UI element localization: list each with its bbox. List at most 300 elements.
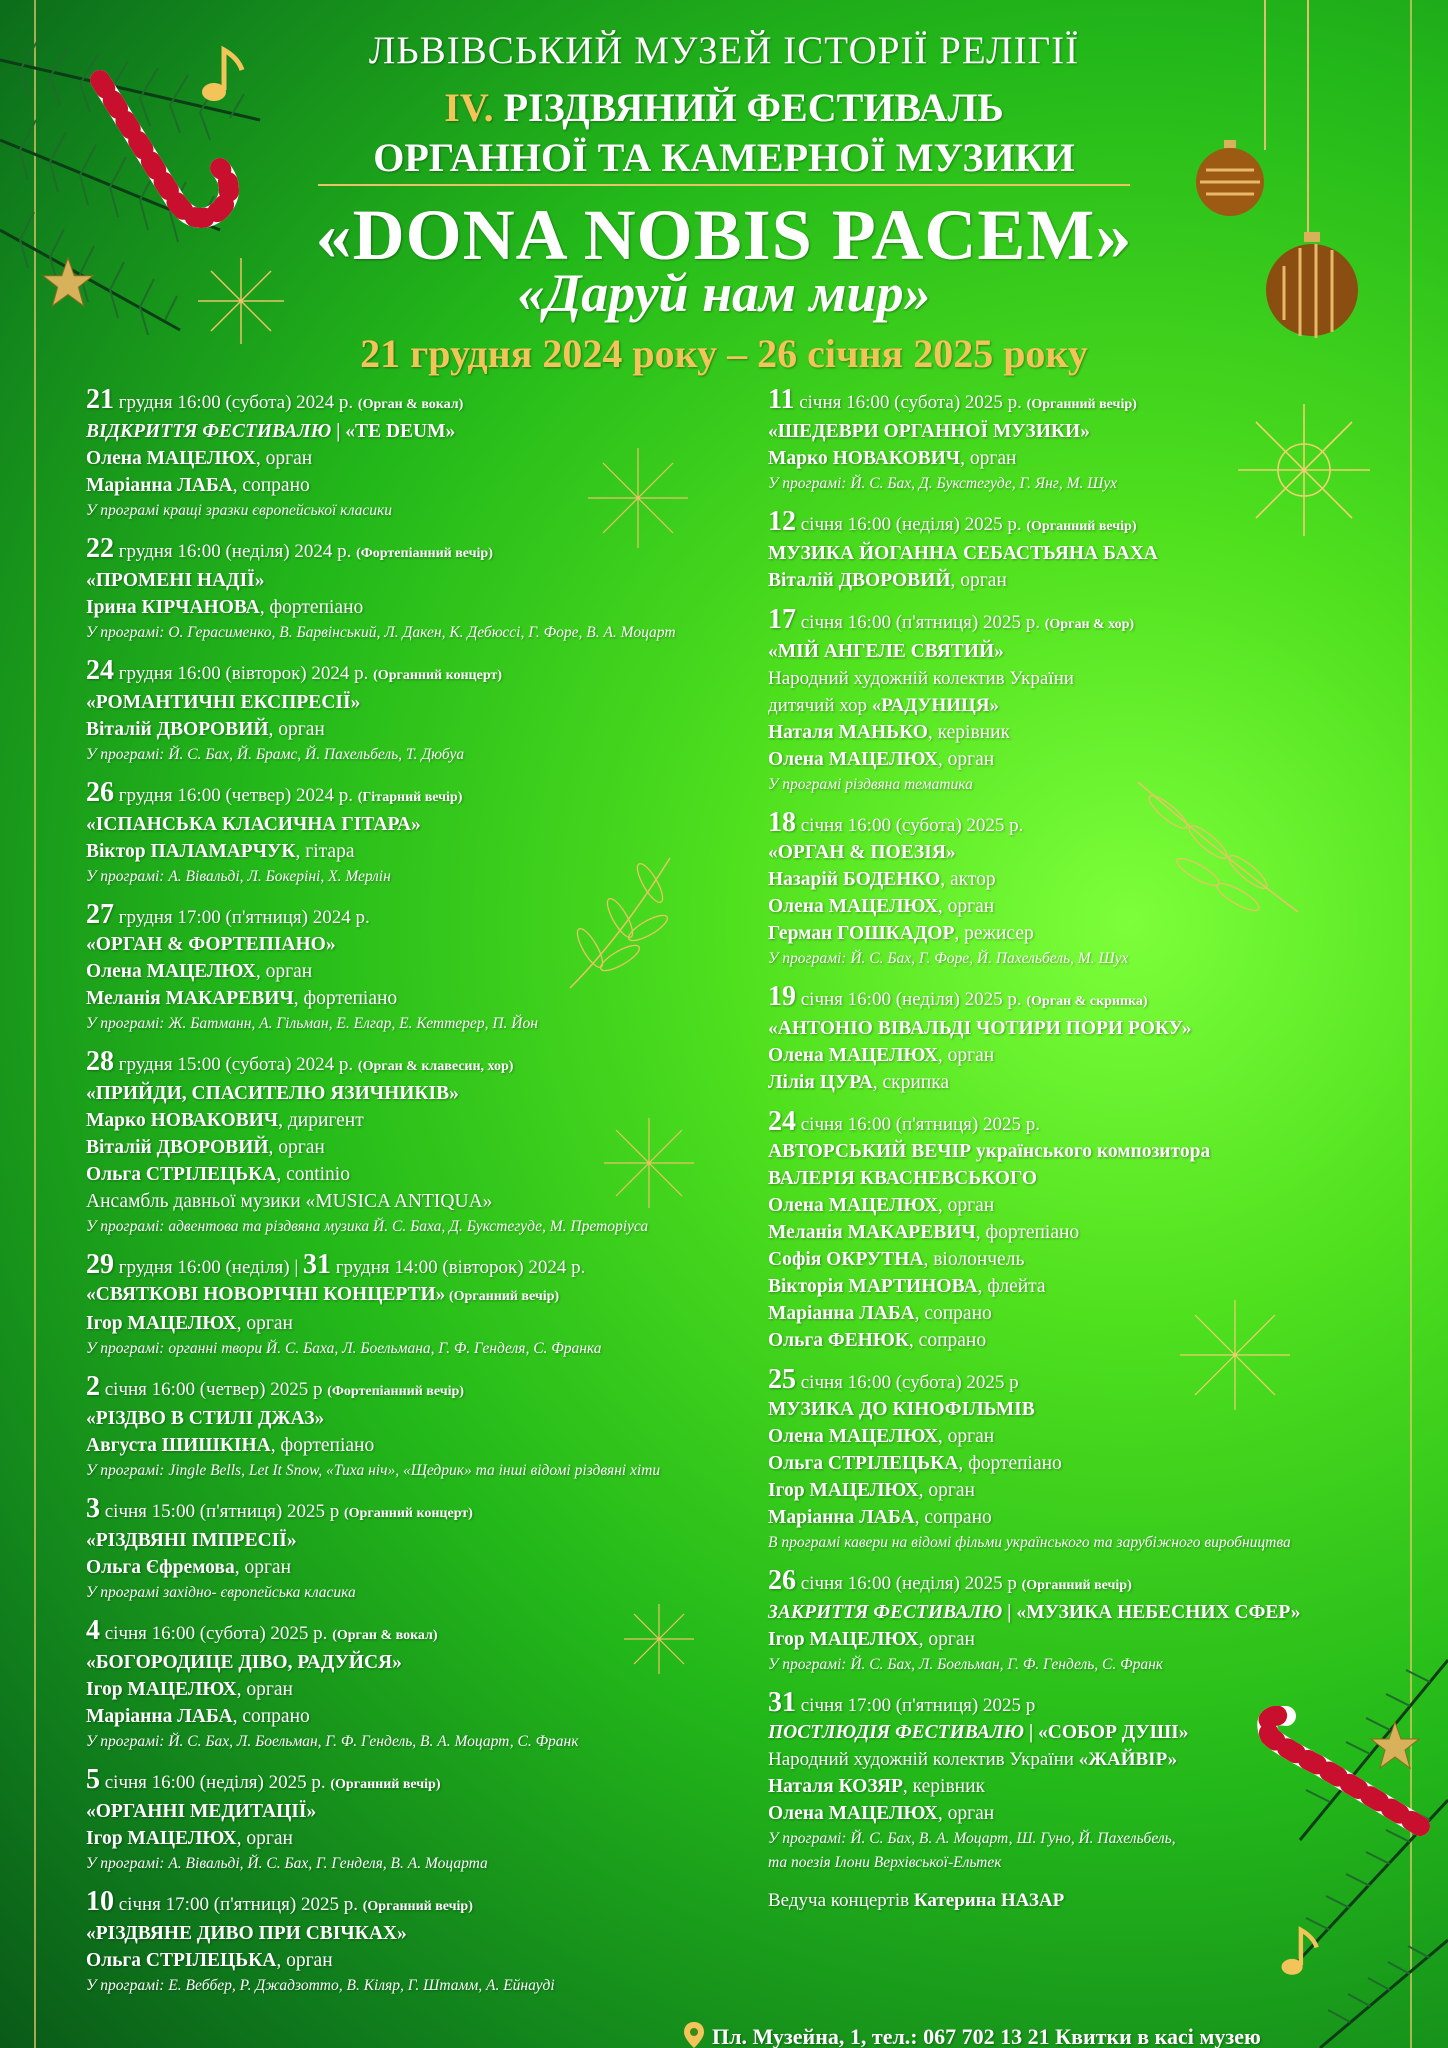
event-date: січня 16:00 (неділя) 2025 р bbox=[796, 1573, 1022, 1594]
event-date: січня 16:00 (неділя) 2025 р. bbox=[796, 989, 1027, 1010]
event-title bbox=[768, 839, 1368, 866]
event-ensemble: Ансамбль давньої музики «MUSICA ANTIQUA» bbox=[86, 1191, 493, 1212]
event-program: У програмі: Е. Веббер, Р. Джадзотто, В. Кіляр, Г. Штамм, А. Ейнауді bbox=[86, 1977, 555, 1994]
performer-name: Ольга ФЕНЮК bbox=[768, 1330, 909, 1351]
performer-role: , орган bbox=[276, 1950, 333, 1971]
performer-name: Ольга СТРІЛЕЦЬКА bbox=[768, 1453, 959, 1474]
performer bbox=[768, 1246, 1368, 1273]
event-date-line bbox=[86, 1373, 766, 1405]
event-type: (Орган & хор) bbox=[1044, 617, 1135, 632]
event-title bbox=[768, 1599, 1368, 1626]
performer-role: , орган bbox=[255, 961, 313, 982]
event-program: В програмі кавери на відомі фільми українського та зарубіжного виробництва bbox=[768, 1534, 1291, 1551]
performer-role: , орган bbox=[236, 1828, 293, 1849]
event-title-italic: ПОСТЛЮДІЯ ФЕСТИВАЛЮ bbox=[768, 1722, 1029, 1743]
event-date-line bbox=[86, 1495, 766, 1527]
event-date: грудня 16:00 (неділя) | bbox=[114, 1257, 303, 1278]
performer-role: , орган bbox=[937, 1803, 995, 1824]
performer-role: , сопрано bbox=[232, 475, 310, 496]
performer-name: Маріанна ЛАБА bbox=[86, 1706, 233, 1727]
event-date: січня 16:00 (субота) 2025 р. bbox=[794, 392, 1027, 413]
event-title-text: «ОРГАН & ФОРТЕПІАНО» bbox=[86, 934, 336, 955]
performer bbox=[768, 1273, 1368, 1300]
performer-role: , орган bbox=[960, 448, 1017, 469]
performer-name: Лілія ЦУРА bbox=[768, 1072, 873, 1093]
event-title-text: «РОМАНТИЧНІ ЕКСПРЕСІЇ» bbox=[86, 692, 361, 713]
event-date: січня 17:00 (п'ятниця) 2025 р bbox=[796, 1695, 1036, 1716]
performer-role: , орган bbox=[918, 1480, 975, 1501]
event-date: грудня 16:00 (неділя) 2024 р. bbox=[114, 541, 357, 562]
performer-role: , орган bbox=[255, 448, 313, 469]
event-type: (Органний вечір) bbox=[1021, 1578, 1132, 1593]
event-type: (Органний вечір) bbox=[330, 1777, 441, 1792]
event-title-text: АВТОРСЬКИЙ ВЕЧІР українського композитора bbox=[768, 1141, 1211, 1162]
performer-role: , орган bbox=[234, 1557, 292, 1578]
event-type: (Органний вечір) bbox=[1026, 519, 1137, 534]
performer-name: Віталій ДВОРОВИЙ bbox=[768, 570, 951, 591]
performer bbox=[86, 1161, 766, 1188]
event-block bbox=[768, 1108, 1368, 1354]
event-program: У програмі: Ж. Батманн, А. Гільман, Е. Елгар, Е. Кеттерер, П. Йон bbox=[86, 1015, 538, 1032]
event-date: грудня 16:00 (субота) 2024 р. bbox=[114, 392, 358, 413]
performer bbox=[768, 1192, 1368, 1219]
performer-name: Віталій ДВОРОВИЙ bbox=[86, 1137, 269, 1158]
event-date: січня 16:00 (неділя) 2025 р. bbox=[100, 1772, 331, 1793]
event-choir-name: «РАДУНИЦЯ» bbox=[871, 695, 999, 716]
event-type: (Фортепіанний вечір) bbox=[327, 1384, 464, 1399]
event-program: У програмі: Jingle Bells, Let It Snow, «Тиха ніч», «Щедрик» та інші відомі різдвяні хіти bbox=[86, 1462, 661, 1479]
event-program: У програмі: Й. С. Бах, Й. Брамс, Й. Пахельбель, Т. Дюбуа bbox=[86, 746, 465, 763]
event-title-text: | «СОБОР ДУШІ» bbox=[1028, 1722, 1189, 1743]
event-date-line bbox=[768, 983, 1368, 1015]
event-date-line bbox=[86, 1048, 766, 1080]
right-schedule-column bbox=[768, 386, 1368, 1914]
event-type: (Органний концерт) bbox=[344, 1506, 473, 1521]
festival-dates: 21 грудня 2024 року – 26 січня 2025 року bbox=[360, 331, 1088, 376]
performer-role: , орган bbox=[236, 1679, 293, 1700]
event-title bbox=[768, 540, 1368, 567]
event-title bbox=[86, 1080, 766, 1107]
event-title-text: «РІЗДВО В СТИЛІ ДЖАЗ» bbox=[86, 1408, 325, 1429]
performer-role: , актор bbox=[940, 869, 996, 890]
event-program: У програмі: О. Герасименко, В. Барвінський, Л. Дакен, К. Дебюссі, Г. Форе, В. А. Моцарт bbox=[86, 624, 676, 641]
performer-role: , орган bbox=[937, 749, 995, 770]
event-date: грудня 16:00 (вівторок) 2024 р. bbox=[114, 663, 374, 684]
performer-name: Меланія МАКАРЕВИЧ bbox=[86, 988, 294, 1009]
event-title bbox=[768, 418, 1368, 445]
footer-address: Пл. Музейна, 1, тел.: 067 702 13 21 Квитки в касі музею bbox=[712, 2024, 1261, 2048]
event-day: 4 bbox=[86, 1615, 100, 1646]
event-title bbox=[768, 1015, 1368, 1042]
event-block bbox=[768, 508, 1368, 594]
performer-role: , фортепіано bbox=[270, 1435, 375, 1456]
event-day: 17 bbox=[768, 604, 796, 635]
performer-name: Софія ОКРУТНА bbox=[768, 1249, 924, 1270]
performer bbox=[768, 1450, 1368, 1477]
event-program: У програмі: Й. С. Бах, Л. Боельман, Г. Ф. Гендель, С. Франк bbox=[768, 1656, 1164, 1673]
performer bbox=[86, 1134, 766, 1161]
performer-role: , орган bbox=[950, 570, 1007, 591]
performer-name: Марко НОВАКОВИЧ bbox=[86, 1110, 279, 1131]
event-title bbox=[86, 1649, 766, 1676]
event-title-line2: ВАЛЕРІЯ КВАСНЕВСЬКОГО bbox=[768, 1168, 1038, 1189]
performer bbox=[86, 1107, 766, 1134]
event-day: 31 bbox=[768, 1687, 796, 1718]
event-date-line bbox=[86, 1617, 766, 1649]
event-day: 26 bbox=[768, 1565, 796, 1596]
event-block bbox=[768, 1366, 1368, 1555]
event-day: 29 bbox=[86, 1249, 114, 1280]
event-block bbox=[768, 809, 1368, 971]
event-type: (Органний вечір) bbox=[362, 1899, 473, 1914]
event-day: 3 bbox=[86, 1493, 100, 1524]
performer-name: Ігор МАЦЕЛЮХ bbox=[86, 1679, 237, 1700]
event-title bbox=[86, 567, 766, 594]
performer bbox=[86, 445, 766, 472]
performer bbox=[86, 1703, 766, 1730]
performer-role: , скрипка bbox=[872, 1072, 950, 1093]
event-title-text: «ОРГАННІ МЕДИТАЦІЇ» bbox=[86, 1801, 317, 1822]
performer-role: , continio bbox=[276, 1164, 350, 1185]
event-date-line bbox=[768, 508, 1368, 540]
performer bbox=[768, 1504, 1368, 1531]
event-title-italic: ЗАКРИТТЯ ФЕСТИВАЛЮ bbox=[768, 1602, 1008, 1623]
event-program: У програмі: А. Вівальді, Л. Бокеріні, Х. Мерлін bbox=[86, 868, 391, 885]
performer-name: Герман ГОШКАДОР bbox=[768, 923, 955, 944]
event-choir-label: дитячий хор bbox=[768, 695, 872, 716]
event-block bbox=[86, 386, 766, 523]
event-program: У програмі: Й. С. Бах, Д. Букстегуде, Г. Янг, М. Шух bbox=[768, 475, 1117, 492]
event-type: (Орган & скрипка) bbox=[1026, 994, 1148, 1009]
event-title-text: «ПРОМЕНІ НАДІЇ» bbox=[86, 570, 265, 591]
festival-title-latin: «DONA NOBIS PACEM» bbox=[315, 195, 1133, 275]
event-type: (Гітарний вечір) bbox=[357, 790, 463, 805]
event-date: січня 15:00 (п'ятниця) 2025 р bbox=[100, 1501, 344, 1522]
performer-name: Ольга СТРІЛЕЦЬКА bbox=[86, 1950, 277, 1971]
event-date-line bbox=[86, 779, 766, 811]
event-date: січня 16:00 (п'ятниця) 2025 р. bbox=[796, 1114, 1040, 1135]
event-title-text: МУЗИКА ДО КІНОФІЛЬМІВ bbox=[768, 1399, 1035, 1420]
performer bbox=[768, 445, 1368, 472]
performer-name: Олена МАЦЕЛЮХ bbox=[768, 1195, 938, 1216]
event-date: січня 16:00 (четвер) 2025 р bbox=[100, 1379, 328, 1400]
performer-role: , сопрано bbox=[914, 1303, 992, 1324]
performer bbox=[768, 866, 1368, 893]
performer-role: , гітара bbox=[295, 841, 355, 862]
event-date-line bbox=[768, 386, 1368, 418]
performer bbox=[768, 1219, 1368, 1246]
performer-name: Меланія МАКАРЕВИЧ bbox=[768, 1222, 976, 1243]
performer-role: , режисер bbox=[954, 923, 1034, 944]
performer bbox=[768, 1773, 1368, 1800]
event-day: 11 bbox=[768, 384, 795, 415]
event-block bbox=[86, 535, 766, 645]
event-title-text: МУЗИКА ЙОГАННА СЕБАСТЬЯНА БАХА bbox=[768, 543, 1158, 564]
event-program: У програмі різдвяна тематика bbox=[768, 776, 973, 793]
event-block bbox=[86, 657, 766, 767]
host-line bbox=[768, 1887, 1368, 1914]
performer bbox=[86, 958, 766, 985]
event-type: (Органний вечір) bbox=[1026, 397, 1137, 412]
performer bbox=[86, 1310, 766, 1337]
star-icon bbox=[1370, 1720, 1420, 1770]
event-program: У програмі кращі зразки європейської класики bbox=[86, 502, 393, 519]
event-block bbox=[768, 1567, 1368, 1677]
event-title bbox=[768, 1138, 1368, 1165]
event-date: січня 17:00 (п'ятниця) 2025 р. bbox=[114, 1894, 363, 1915]
performer bbox=[86, 838, 766, 865]
performer bbox=[86, 1947, 766, 1974]
event-date-line bbox=[86, 535, 766, 567]
performer bbox=[768, 1800, 1368, 1827]
event-day: 27 bbox=[86, 899, 114, 930]
event-title-text: «МІЙ АНГЕЛЕ СВЯТИЙ» bbox=[768, 641, 1004, 662]
performer-role: , віолончель bbox=[923, 1249, 1025, 1270]
event-block bbox=[86, 1495, 766, 1605]
event-day: 10 bbox=[86, 1886, 114, 1917]
performer-name: Назарій БОДЕНКО bbox=[768, 869, 941, 890]
event-title bbox=[86, 1405, 766, 1432]
event-title-text: «АНТОНІО ВІВАЛЬДІ ЧОТИРИ ПОРИ РОКУ» bbox=[768, 1018, 1192, 1039]
event-date-line bbox=[768, 809, 1368, 839]
event-date: грудня 14:00 (вівторок) 2024 р. bbox=[330, 1257, 586, 1278]
event-block bbox=[86, 1766, 766, 1876]
event-block bbox=[86, 779, 766, 889]
event-date-line bbox=[768, 1567, 1368, 1599]
event-block bbox=[86, 1617, 766, 1754]
event-type: (Орган & вокал) bbox=[357, 397, 464, 412]
performer-name: Ігор МАЦЕЛЮХ bbox=[86, 1313, 237, 1334]
event-title bbox=[86, 931, 766, 958]
performer bbox=[86, 716, 766, 743]
event-title bbox=[86, 1281, 766, 1310]
performer-name: Олена МАЦЕЛЮХ bbox=[768, 1426, 938, 1447]
performer-role: , сопрано bbox=[908, 1330, 987, 1351]
performer-role: , орган bbox=[937, 1045, 995, 1066]
performer-name: Августа ШИШКІНА bbox=[86, 1435, 271, 1456]
event-title bbox=[86, 1920, 766, 1947]
performer-role: , фортепіано bbox=[975, 1222, 1080, 1243]
event-date: грудня 16:00 (четвер) 2024 р. bbox=[114, 785, 358, 806]
performer-name: Маріанна ЛАБА bbox=[768, 1303, 915, 1324]
event-block bbox=[768, 386, 1368, 496]
event-date-line bbox=[86, 386, 766, 418]
event-program: У програмі: Й. С. Бах, В. А. Моцарт, Ш. Гуно, Й. Пахельбель, bbox=[768, 1830, 1176, 1847]
host-label: Ведуча концертів bbox=[768, 1890, 914, 1911]
music-note-icon bbox=[1278, 1924, 1322, 1978]
performer-name: Олена МАЦЕЛЮХ bbox=[768, 896, 938, 917]
performer-name: Ігор МАЦЕЛЮХ bbox=[768, 1480, 919, 1501]
host-name: Катерина НАЗАР bbox=[913, 1890, 1065, 1911]
event-program: та поезія Ілони Верхівської-Ельтек bbox=[768, 1854, 1002, 1871]
performer bbox=[768, 1477, 1368, 1504]
performer-role: , флейта bbox=[977, 1276, 1046, 1297]
performer-role: , фортепіано bbox=[259, 597, 364, 618]
performer-name: Ольга Єфремова bbox=[86, 1557, 235, 1578]
event-date-line bbox=[86, 657, 766, 689]
event-type: (Органний вечір) bbox=[445, 1289, 560, 1304]
event-block bbox=[768, 1689, 1368, 1875]
event-date: січня 16:00 (неділя) 2025 р. bbox=[796, 514, 1027, 535]
event-block bbox=[86, 1373, 766, 1483]
event-type: (Фортепіанний вечір) bbox=[356, 546, 493, 561]
event-day: 31 bbox=[302, 1249, 331, 1280]
performer-name: Ігор МАЦЕЛЮХ bbox=[86, 1828, 237, 1849]
performer-role: , орган bbox=[918, 1629, 975, 1650]
event-note: Народний художній колектив України bbox=[768, 668, 1074, 689]
event-block bbox=[768, 606, 1368, 797]
header-underline bbox=[318, 184, 1130, 186]
event-day: 18 bbox=[768, 807, 796, 838]
event-type: (Орган & клавесин, хор) bbox=[357, 1059, 514, 1074]
performer bbox=[768, 1626, 1368, 1653]
event-date-line bbox=[768, 1366, 1368, 1396]
event-date: грудня 17:00 (п'ятниця) 2024 р. bbox=[114, 907, 370, 928]
event-block bbox=[768, 983, 1368, 1096]
event-program: У програмі: органні твори Й. С. Баха, Л. Боельмана, Г. Ф. Генделя, С. Франка bbox=[86, 1340, 602, 1357]
event-date: січня 16:00 (п'ятниця) 2025 р. bbox=[796, 612, 1045, 633]
performer bbox=[86, 1554, 766, 1581]
event-title-text: | «TE DEUM» bbox=[336, 421, 456, 442]
event-day: 21 bbox=[86, 384, 114, 415]
performer bbox=[86, 985, 766, 1012]
performer bbox=[86, 1432, 766, 1459]
event-title-text: «ШЕДЕВРИ ОРГАННОЇ МУЗИКИ» bbox=[768, 421, 1090, 442]
performer-role: , сопрано bbox=[914, 1507, 992, 1528]
event-date-line bbox=[86, 901, 766, 931]
event-block bbox=[86, 901, 766, 1036]
event-date-line bbox=[86, 1766, 766, 1798]
event-title-text: «ІСПАНСЬКА КЛАСИЧНА ГІТАРА» bbox=[86, 814, 421, 835]
event-ensemble-label: Народний художній колектив України bbox=[768, 1749, 1079, 1770]
event-date-line bbox=[768, 1689, 1368, 1719]
event-title-italic: ВІДКРИТТЯ ФЕСТИВАЛЮ bbox=[86, 421, 337, 442]
event-ensemble-name: «ЖАЙВІР» bbox=[1078, 1749, 1178, 1770]
performer bbox=[768, 893, 1368, 920]
event-day: 5 bbox=[86, 1764, 100, 1795]
event-program: У програмі: А. Вівальді, Й. С. Бах, Г. Генделя, В. А. Моцарта bbox=[86, 1855, 488, 1872]
performer-role: , орган bbox=[236, 1313, 293, 1334]
performer-role: , фортепіано bbox=[958, 1453, 1062, 1474]
event-date-line bbox=[86, 1888, 766, 1920]
performer-name: Ігор МАЦЕЛЮХ bbox=[768, 1629, 919, 1650]
event-ensemble bbox=[768, 1746, 1368, 1773]
performer-role: , орган bbox=[268, 719, 325, 740]
museum-name: ЛЬВІВСЬКИЙ МУЗЕЙ ІСТОРІЇ РЕЛІГІЇ bbox=[368, 29, 1080, 72]
performer-name: Вікторія МАРТИНОВА bbox=[768, 1276, 978, 1297]
performer-name: Ірина КІРЧАНОВА bbox=[86, 597, 260, 618]
event-title-text: «РІЗДВЯНІ ІМПРЕСІЇ» bbox=[86, 1530, 297, 1551]
performer-name: Маріанна ЛАБА bbox=[86, 475, 233, 496]
performer bbox=[86, 594, 766, 621]
event-title bbox=[86, 689, 766, 716]
event-program: У програмі: Й. С. Бах, Г. Форе, Й. Пахельбель, М. Шух bbox=[768, 950, 1129, 967]
performer-role: , диригент bbox=[278, 1110, 364, 1131]
event-day: 24 bbox=[768, 1106, 796, 1137]
event-type: (Органний концерт) bbox=[373, 668, 502, 683]
festival-name-line1: РІЗДВЯНИЙ ФЕСТИВАЛЬ bbox=[503, 85, 1004, 130]
event-title-text: «ПРИЙДИ, СПАСИТЕЛЮ ЯЗИЧНИКІВ» bbox=[86, 1083, 459, 1104]
location-pin-icon bbox=[684, 2022, 704, 2048]
event-title-text: | «МУЗИКА НЕБЕСНИХ СФЕР» bbox=[1007, 1602, 1301, 1623]
performer bbox=[768, 920, 1368, 947]
event-program: У програмі західно- європейська класика bbox=[86, 1584, 356, 1601]
performer bbox=[768, 719, 1368, 746]
performer-role: , орган bbox=[937, 1195, 995, 1216]
event-day: 2 bbox=[86, 1371, 100, 1402]
performer bbox=[768, 1069, 1368, 1096]
performer-name: Олена МАЦЕЛЮХ bbox=[768, 749, 938, 770]
performer-name: Маріанна ЛАБА bbox=[768, 1507, 915, 1528]
event-day: 25 bbox=[768, 1364, 796, 1395]
event-day: 12 bbox=[768, 506, 796, 537]
performer-name: Олена МАЦЕЛЮХ bbox=[768, 1045, 938, 1066]
event-block bbox=[86, 1251, 766, 1361]
event-title bbox=[86, 811, 766, 838]
event-date: грудня 15:00 (субота) 2024 р. bbox=[114, 1054, 358, 1075]
event-title-text: «БОГОРОДИЦЕ ДІВО, РАДУЙСЯ» bbox=[86, 1652, 402, 1673]
event-date-line bbox=[768, 606, 1368, 638]
event-title bbox=[86, 1527, 766, 1554]
event-date: січня 16:00 (субота) 2025 р bbox=[796, 1372, 1019, 1393]
event-type: (Орган & вокал) bbox=[332, 1628, 438, 1643]
performer bbox=[86, 1825, 766, 1852]
event-date: січня 16:00 (субота) 2025 р. bbox=[100, 1623, 333, 1644]
performer bbox=[768, 1042, 1368, 1069]
performer bbox=[768, 1327, 1368, 1354]
event-date: січня 16:00 (субота) 2025 р. bbox=[796, 815, 1024, 836]
event-title bbox=[768, 1396, 1368, 1423]
performer-name: Віктор ПАЛАМАРЧУК bbox=[86, 841, 296, 862]
performer-name: Олена МАЦЕЛЮХ bbox=[86, 448, 256, 469]
event-program: У програмі: адвентова та різдвяна музика Й. С. Баха, Д. Букстегуде, М. Преторіуса bbox=[86, 1218, 649, 1235]
event-date-line bbox=[768, 1108, 1368, 1138]
event-date-line bbox=[86, 1251, 766, 1281]
event-title bbox=[86, 418, 766, 445]
festival-name-line2: ОРГАННОЇ ТА КАМЕРНОЇ МУЗИКИ bbox=[373, 135, 1075, 180]
performer-name: Віталій ДВОРОВИЙ bbox=[86, 719, 269, 740]
event-day: 22 bbox=[86, 533, 114, 564]
performer-role: , орган bbox=[937, 896, 995, 917]
performer-name: Марко НОВАКОВИЧ bbox=[768, 448, 961, 469]
event-choir bbox=[768, 692, 1368, 719]
performer bbox=[86, 472, 766, 499]
performer bbox=[768, 567, 1368, 594]
event-title-text: «ОРГАН & ПОЕЗІЯ» bbox=[768, 842, 956, 863]
festival-line-1 bbox=[0, 84, 1448, 131]
performer-name: Олена МАЦЕЛЮХ bbox=[86, 961, 256, 982]
performer-role: , орган bbox=[268, 1137, 325, 1158]
performer-role: , фортепіано bbox=[293, 988, 398, 1009]
performer bbox=[768, 746, 1368, 773]
footer bbox=[684, 2022, 1261, 2048]
event-title bbox=[768, 638, 1368, 665]
event-block bbox=[86, 1048, 766, 1239]
performer-role: , керівник bbox=[927, 722, 1011, 743]
event-program: У програмі: Й. С. Бах, Л. Боельман, Г. Ф. Гендель, В. А. Моцарт, С. Франк bbox=[86, 1733, 579, 1750]
performer-name: Наталя КОЗЯР bbox=[768, 1776, 903, 1797]
event-day: 26 bbox=[86, 777, 114, 808]
festival-edition: IV. bbox=[444, 85, 494, 130]
performer bbox=[768, 1300, 1368, 1327]
performer-role: , сопрано bbox=[232, 1706, 310, 1727]
performer-role: , орган bbox=[937, 1426, 995, 1447]
event-title bbox=[768, 1719, 1368, 1746]
performer bbox=[768, 1423, 1368, 1450]
event-title-text: «РІЗДВЯНЕ ДИВО ПРИ СВІЧКАХ» bbox=[86, 1923, 407, 1944]
left-schedule-column bbox=[86, 386, 766, 2010]
festival-title-ua: «Даруй нам мир» bbox=[517, 263, 931, 323]
